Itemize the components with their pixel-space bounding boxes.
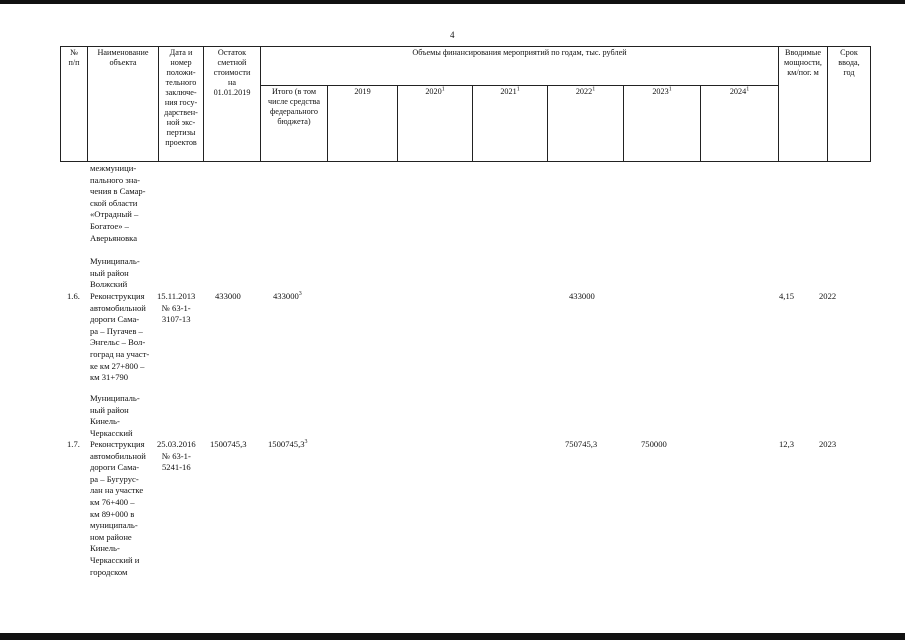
bottom-border — [0, 633, 905, 640]
row-1-7-district: Муниципаль- ный район Кинель- Черкасский — [90, 393, 140, 438]
row-1-7-term: 2023 — [819, 439, 837, 449]
header-total: Итого (в том числе средства федерального бюджета) — [261, 86, 328, 162]
row-1-7-num: 1.7. — [67, 439, 80, 449]
header-year-2023: 2023$^1$ — [624, 86, 701, 162]
row-1-6-2022: 433000 — [569, 291, 595, 301]
header-funding: Объемы финансирования мероприятий по годам, тыс. рублей — [261, 47, 779, 86]
row-1-7-date: 25.03.2016 № 63-1- 5241-16 — [157, 439, 196, 473]
header-year-2019: 2019 — [328, 86, 398, 162]
row-1-7-total: 1500745,3$^3$ — [268, 439, 308, 449]
header-year-2021: 2021$^1$ — [473, 86, 548, 162]
row-1-7-capacity: 12,3 — [779, 439, 795, 449]
header-year-2022: 2022$^1$ — [548, 86, 624, 162]
header-term: Срок ввода, год — [828, 47, 871, 162]
row-1-7-2022: 750745,3 — [565, 439, 598, 449]
row-1-6-district: Муниципаль- ный район Волжский — [90, 256, 140, 290]
continuation-text: межмуници- пального зна- чения в Самар- ской области «Отрадный – Богатое» – Аверьяновка — [90, 163, 146, 243]
row-1-6-date: 15.11.2013 № 63-1- 3107-13 — [157, 291, 196, 325]
table-header — [60, 46, 871, 162]
row-1-7-2023: 750000 — [641, 439, 667, 449]
row-1-6-name: Реконструкция автомобильной дороги Сама- ра – Пугачев – Энгельс – Вол- гоград на участ- ке км 27+800 – км 31+790 — [90, 291, 150, 383]
header-num: № п/п — [61, 47, 88, 162]
header-capacity: Вводимые мощности, км/пог. м — [779, 47, 828, 162]
row-1-6-total: 433000$^3$ — [273, 291, 302, 301]
row-1-7-name: Реконструкция автомобильной дороги Сама- ра – Бугурус- лан на участке км 76+400 – км 89+000 в муниципаль- ном районе Кинель- Черкасский и городском — [90, 439, 146, 577]
row-1-7-remain: 1500745,3 — [210, 439, 247, 449]
header-name: Наименование объекта — [88, 47, 159, 162]
row-1-6-term: 2022 — [819, 291, 837, 301]
header-year-2020: 2020$^1$ — [398, 86, 473, 162]
header-date: Дата и номер положи- тельного заключе- ния госу- дарствен- ной экс- пертизы проектов — [159, 47, 204, 162]
header-year-2024: 2024$^1$ — [701, 86, 779, 162]
row-1-6-num: 1.6. — [67, 291, 80, 301]
header-remain: Остаток сметной стоимости на 01.01.2019 — [204, 47, 261, 162]
row-1-6-remain: 433000 — [215, 291, 241, 301]
row-1-6-capacity: 4,15 — [779, 291, 795, 301]
page-number: 4 — [450, 30, 455, 40]
top-border — [0, 0, 905, 4]
